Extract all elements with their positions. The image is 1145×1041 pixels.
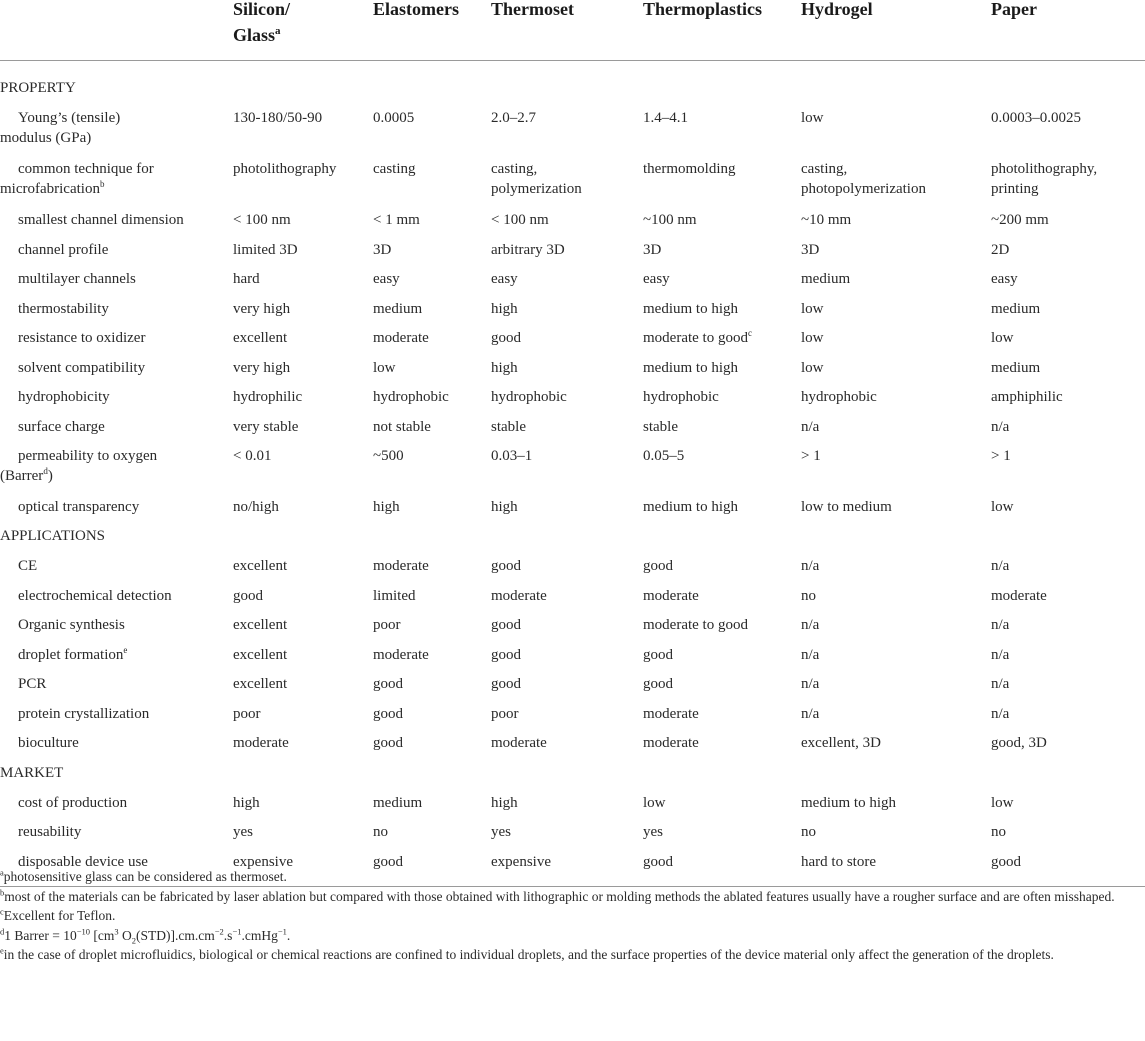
table-cell: n/a (801, 558, 820, 574)
footnote-d: $^d$1 Barrer = $10^{-10}$ [$cm^3$ $O_2(STD)].cm.cm^{-2}.s^{-1}.cmHg^{-1}$. (0, 926, 291, 946)
row-label: disposable device use (18, 854, 148, 870)
table-cell: ~500 (373, 448, 404, 464)
table-cell: moderate (491, 735, 547, 751)
row-label: multilayer channels (18, 271, 136, 287)
row-label: reusability (18, 824, 82, 840)
table-cell: good (643, 558, 673, 574)
col-header-hydrogel: Hydrogel (801, 0, 873, 19)
table-cell: good (491, 676, 521, 692)
row-label: surface charge (18, 419, 105, 435)
table-cell: moderate (643, 706, 699, 722)
table-cell: photolithography, printing (991, 161, 1098, 197)
row-label: bioculture (18, 735, 79, 751)
row-label: protein crystallization (18, 706, 150, 722)
table-cell: medium to high (643, 499, 738, 515)
table-cell: hydrophobic (643, 389, 719, 405)
table-cell: medium to high (643, 301, 738, 317)
row-label: resistance to oxidizer (18, 330, 146, 346)
table-cell: medium (373, 795, 423, 811)
table-cell: stable (643, 419, 678, 435)
table-cell: low (801, 110, 824, 126)
table-cell: medium (373, 301, 423, 317)
table-cell: moderate (233, 735, 289, 751)
table-cell: good (643, 647, 673, 663)
table-cell: good, 3D (991, 735, 1047, 751)
table-cell: hydrophobic (373, 389, 449, 405)
table-cell: yes (643, 824, 663, 840)
row-label: optical transparency (18, 499, 140, 515)
table-cell: good (491, 558, 521, 574)
row-label: common technique for microfabrication$^b$ (0, 161, 154, 197)
table-cell: expensive (233, 854, 293, 870)
table-cell: no (991, 824, 1006, 840)
table-cell: excellent, 3D (801, 735, 881, 751)
col-header-text: Glass (233, 25, 276, 45)
table-cell: 0.0005 (373, 110, 415, 126)
section-heading: PROPERTY (0, 80, 76, 96)
table-cell: high (491, 360, 518, 376)
section-heading: MARKET (0, 765, 64, 781)
row-label: hydrophobicity (18, 389, 110, 405)
table-cell: moderate (373, 647, 429, 663)
table-cell: 3D (643, 242, 662, 258)
footnote-a: $^a$photosensitive glass can be considered as thermoset. (0, 867, 287, 884)
table-cell: very high (233, 301, 291, 317)
table-cell: low (991, 795, 1014, 811)
table-cell: casting, photopolymerization (801, 161, 926, 197)
table-cell: n/a (991, 617, 1010, 633)
table-cell: limited (373, 588, 416, 604)
table-cell: low (991, 499, 1014, 515)
table-cell: 2.0–2.7 (491, 110, 536, 126)
table-cell: poor (373, 617, 401, 633)
row-label: droplet formation$^e$ (18, 645, 128, 663)
table-cell: excellent (233, 558, 288, 574)
table-cell: n/a (801, 706, 820, 722)
table-cell: poor (233, 706, 261, 722)
table-cell: n/a (801, 419, 820, 435)
table-cell: no/high (233, 499, 279, 515)
col-header-paper: Paper (991, 0, 1037, 19)
table-cell: good (991, 854, 1021, 870)
table-cell: good (373, 735, 403, 751)
table-cell: high (373, 499, 400, 515)
table-cell: low (801, 301, 824, 317)
table-cell: moderate (643, 735, 699, 751)
table-cell: low to medium (801, 499, 892, 515)
col-header-elastomers: Elastomers (373, 0, 459, 19)
row-label: Young’s (tensile) modulus (GPa) (0, 110, 121, 146)
table-cell: easy (991, 271, 1018, 287)
col-header-text: Silicon/ (233, 0, 291, 19)
table-cell: yes (233, 824, 253, 840)
table-cell: low (643, 795, 666, 811)
table-cell: n/a (801, 676, 820, 692)
table-cell: medium to high (643, 360, 738, 376)
table-cell: moderate (643, 588, 699, 604)
table-cell: hydrophilic (233, 389, 303, 405)
table-cell: photolithography (233, 161, 337, 177)
table-cell: moderate (991, 588, 1047, 604)
col-header-thermoset: Thermoset (491, 0, 574, 19)
table-cell: low (373, 360, 396, 376)
table-cell: 2D (991, 242, 1010, 258)
table-cell: very stable (233, 419, 299, 435)
table-cell: easy (491, 271, 518, 287)
table-cell: < 100 nm (491, 212, 549, 228)
table-cell: moderate (373, 330, 429, 346)
row-label: CE (18, 558, 38, 574)
table-cell: ~200 mm (991, 212, 1049, 228)
table-cell: good (373, 676, 403, 692)
table-cell: > 1 (991, 448, 1011, 464)
table-cell: excellent (233, 330, 288, 346)
table-cell: n/a (991, 676, 1010, 692)
footnote-c: $^c$Excellent for Teflon. (0, 906, 116, 924)
row-label: electrochemical detection (18, 588, 172, 604)
table-cell: good (643, 854, 673, 870)
table-cell: thermomolding (643, 161, 736, 177)
table-cell: < 1 mm (373, 212, 420, 228)
table-cell: good (643, 676, 673, 692)
table-cell: 3D (373, 242, 392, 258)
row-label: permeability to oxygen (Barrer$^d$) (0, 448, 158, 484)
row-label: channel profile (18, 242, 109, 258)
table-cell: good (491, 330, 521, 346)
row-label: thermostability (18, 301, 109, 317)
table-cell: medium (801, 271, 851, 287)
table-cell: medium (991, 301, 1041, 317)
footnotes (0, 867, 1140, 965)
table-cell: excellent (233, 647, 288, 663)
table-cell: medium to high (801, 795, 896, 811)
table-cell: poor (491, 706, 519, 722)
table-cell: 3D (801, 242, 820, 258)
table-cell: n/a (801, 617, 820, 633)
table-cell: no (373, 824, 388, 840)
table-cell: good (233, 588, 263, 604)
table-cell: low (991, 330, 1014, 346)
table-cell: amphiphilic (991, 389, 1063, 405)
table-cell: casting (373, 161, 416, 177)
footnote-e: $^e$in the case of droplet microfluidics, biological or chemical reactions are confined to individual droplets, and the surface properties of the device material only affect the generation of the droplets. (0, 945, 1054, 963)
table-cell: 0.0003–0.0025 (991, 110, 1081, 126)
table-cell: easy (373, 271, 400, 287)
table-cell: good (491, 647, 521, 663)
table-cell: high (491, 795, 518, 811)
col-header-thermoplastics: Thermoplastics (643, 0, 762, 19)
table-cell: not stable (373, 419, 431, 435)
table-cell: 0.03–1 (491, 448, 533, 464)
table-cell: stable (491, 419, 526, 435)
table-cell: easy (643, 271, 670, 287)
table-cell: moderate (373, 558, 429, 574)
table-cell: hard to store (801, 854, 876, 870)
table-cell: good (491, 617, 521, 633)
footnote-mark: a (275, 25, 281, 37)
table-cell: high (491, 301, 518, 317)
footnote-b: $^b$most of the materials can be fabricated by laser ablation but compared with those obtained with lithographic or molding methods the ablated features usually have a rougher surface and are often misshaped. (0, 887, 1115, 904)
table-cell: moderate (491, 588, 547, 604)
row-label: PCR (18, 676, 47, 692)
section-heading: APPLICATIONS (0, 528, 106, 544)
table-cell: good (373, 854, 403, 870)
row-label: Organic synthesis (18, 617, 125, 633)
table-cell: excellent (233, 676, 288, 692)
table-cell: very high (233, 360, 291, 376)
table-cell: casting, polymerization (491, 161, 582, 197)
table-cell: no (801, 588, 816, 604)
table-cell: medium (991, 360, 1041, 376)
table-cell: yes (491, 824, 511, 840)
table-cell: n/a (991, 419, 1010, 435)
table-cell: > 1 (801, 448, 821, 464)
row-label: solvent compatibility (18, 360, 146, 376)
table-cell: 130-180/50-90 (233, 110, 323, 126)
table-cell: ~100 nm (643, 212, 697, 228)
table-cell: high (491, 499, 518, 515)
table-cell: no (801, 824, 816, 840)
table-cell: expensive (491, 854, 551, 870)
table-cell: 0.05–5 (643, 448, 685, 464)
table-cell: hard (233, 271, 260, 287)
table-cell: low (801, 360, 824, 376)
row-label: smallest channel dimension (18, 212, 184, 228)
table-cell: good (373, 706, 403, 722)
table-cell: excellent (233, 617, 288, 633)
table-cell: n/a (991, 706, 1010, 722)
table-cell: arbitrary 3D (491, 242, 565, 258)
table-cell: n/a (991, 558, 1010, 574)
table-cell: 1.4–4.1 (643, 110, 688, 126)
table-header (0, 0, 1145, 61)
table-cell: limited 3D (233, 242, 298, 258)
col-header-silicon-glass (233, 0, 290, 46)
table-cell: high (233, 795, 260, 811)
table-cell: moderate to good$^c$ (643, 328, 752, 346)
table-cell: hydrophobic (491, 389, 567, 405)
table-cell: low (801, 330, 824, 346)
row-label: cost of production (18, 795, 128, 811)
table-cell: < 100 nm (233, 212, 291, 228)
table-cell: hydrophobic (801, 389, 877, 405)
table-cell: moderate to good (643, 617, 748, 633)
table-cell: < 0.01 (233, 448, 272, 464)
table-cell: n/a (991, 647, 1010, 663)
table-cell: n/a (801, 647, 820, 663)
table-cell: ~10 mm (801, 212, 852, 228)
